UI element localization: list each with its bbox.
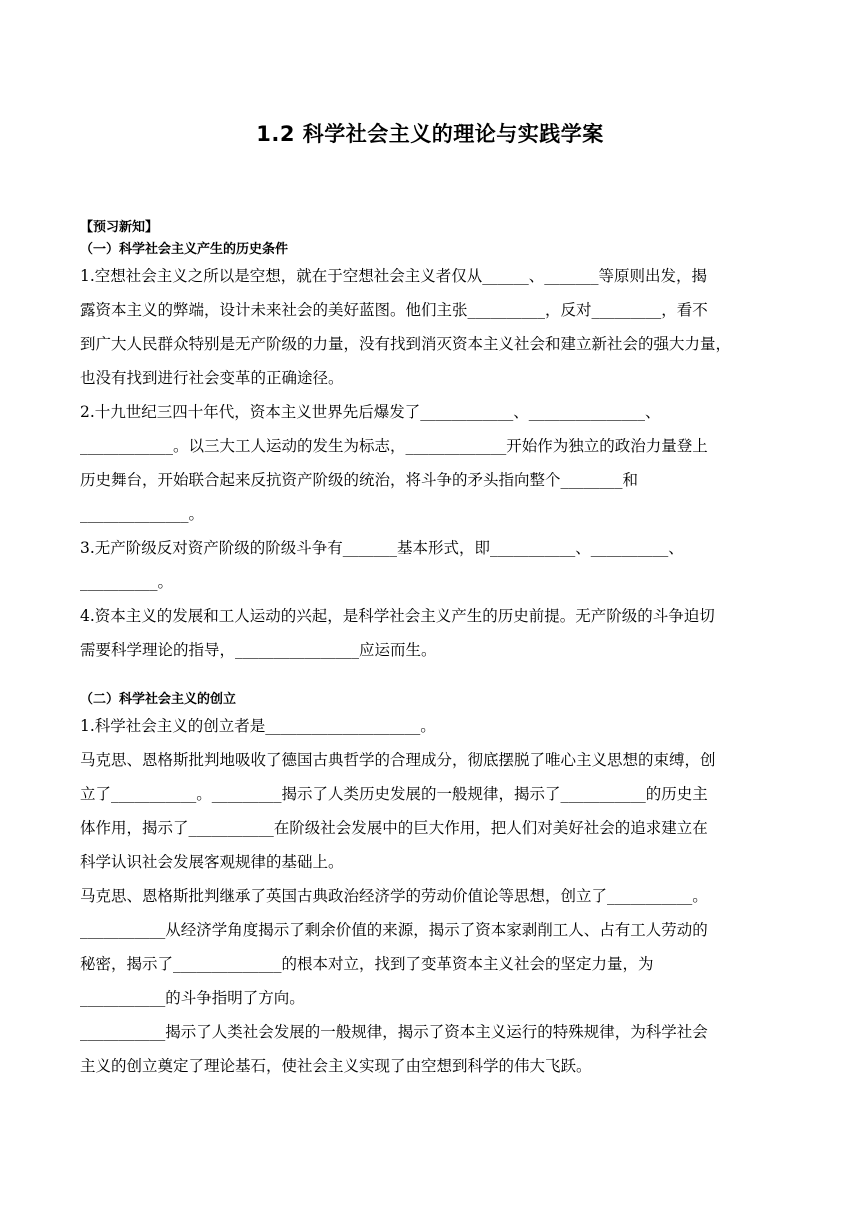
part1-line: 也没有找到进行社会变革的正确途径。 [80,369,344,387]
section-heading: 【预习新知】 [80,220,159,235]
part1-line: 需要科学理论的指导，________________应运而生。 [80,641,437,659]
part1-line: 露资本主义的弊端，设计未来社会的美好蓝图。他们主张__________，反对_________，看不 [80,301,708,319]
part2-line: 立了___________。_________揭示了人类历史发展的一般规律，揭示了___________的历史主 [80,785,708,803]
part1-line: ____________。以三大工人运动的发生为标志，_____________开始作为独立的政治力量登上 [80,437,708,455]
part2-line: ___________的斗争指明了方向。 [80,989,305,1007]
part1-line: 4.资本主义的发展和工人运动的兴起，是科学社会主义产生的历史前提。无产阶级的斗争迫切 [80,607,715,625]
part2-heading: （二）科学社会主义的创立 [80,692,237,707]
part1-line: __________。 [80,573,174,591]
part1-line: 1.空想社会主义之所以是空想，就在于空想社会主义者仅从______、_______等原则出发，揭 [80,267,708,285]
part2-line: 马克思、恩格斯批判继承了英国古典政治经济学的劳动价值论等思想，创立了___________。 [80,887,708,905]
part2-line: 主义的创立奠定了理论基石，使社会主义实现了由空想到科学的伟大飞跃。 [80,1057,592,1075]
part1-line: 到广大人民群众特别是无产阶级的力量，没有找到消灭资本主义社会和建立新社会的强大力量， [80,335,732,353]
part1-heading: （一）科学社会主义产生的历史条件 [80,242,289,257]
part2-line: 科学认识社会发展客观规律的基础上。 [80,853,344,871]
part2-line: 秘密，揭示了______________的根本对立，找到了变革资本主义社会的坚定力量，为 [80,955,654,973]
part2-line: 体作用，揭示了___________在阶级社会发展中的巨大作用，把人们对美好社会的追求建立在 [80,819,708,837]
part1-line: ______________。 [80,505,205,523]
page-title: 1.2 科学社会主义的理论与实践学案 [256,122,604,146]
part1-line: 历史舞台，开始联合起来反抗资产阶级的统治，将斗争的矛头指向整个________和 [80,471,639,489]
part2-line: 马克思、恩格斯批判地吸收了德国古典哲学的合理成分，彻底摆脱了唯心主义思想的束缚，创 [80,751,716,769]
part1-line: 3.无产阶级反对资产阶级的阶级斗争有_______基本形式，即___________、__________、 [80,539,684,557]
part2-line: ___________揭示了人类社会发展的一般规律，揭示了资本主义运行的特殊规律，为科学社会 [80,1023,708,1041]
part2-line: ___________从经济学角度揭示了剩余价值的来源，揭示了资本家剥削工人、占有工人劳动的 [80,921,708,939]
part2-line: 1.科学社会主义的创立者是____________________。 [80,717,436,735]
part1-line: 2.十九世纪三四十年代，资本主义世界先后爆发了____________、_______________、 [80,403,661,421]
